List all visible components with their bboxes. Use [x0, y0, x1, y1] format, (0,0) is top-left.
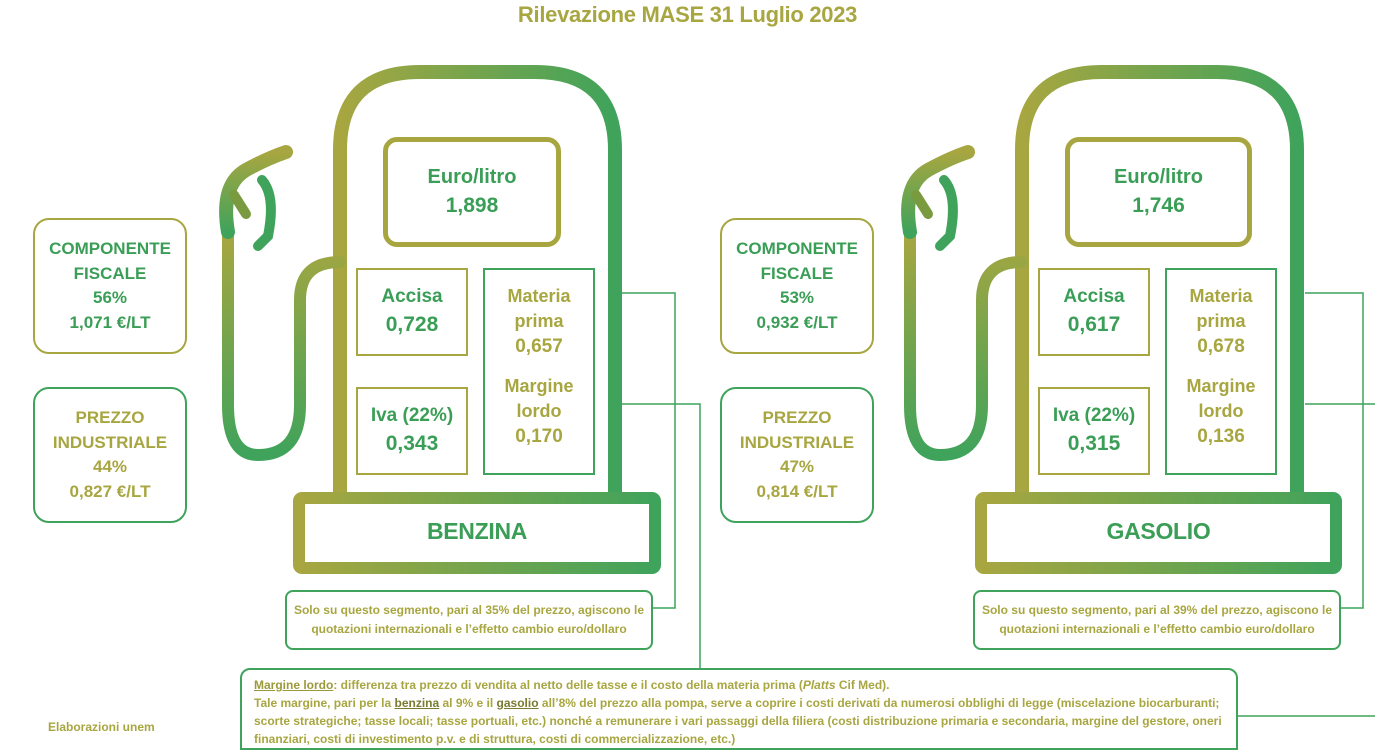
definition-line2-text-b: al 9% e il: [439, 696, 497, 710]
benzina-industrial-cell: [483, 268, 595, 475]
gasolio-fiscal-amount: 0,932 €/LT: [756, 312, 838, 332]
definition-keyword-benzina: benzina: [394, 696, 440, 710]
benzina-fuel-label: BENZINA: [426, 518, 528, 544]
benzina-industrial-line1: PREZZO: [75, 408, 145, 427]
gasolio-industrial-amount: 0,814 €/LT: [756, 481, 838, 501]
gasolio-iva-cell: [1038, 387, 1150, 475]
benzina-screen-value: 1,898: [445, 194, 499, 217]
gasolio-note-line2: quotazioni internazionali e l’effetto cambio euro/dollaro: [999, 622, 1315, 636]
benzina-materia-label-1: Materia: [507, 286, 571, 306]
benzina-industrial-pct: 44%: [92, 457, 128, 476]
benzina-note-line1: Solo su questo segmento, pari al 35% del prezzo, agiscono le: [293, 603, 645, 617]
gasolio-segment-note: [973, 590, 1341, 650]
gasolio-industrial-line2: INDUSTRIALE: [739, 432, 855, 452]
definition-line1: [254, 676, 1224, 694]
gasolio-margine-value: 0,136: [1197, 426, 1245, 447]
page-title: Rilevazione MASE 31 Luglio 2023: [517, 2, 858, 27]
benzina-industrial-price-box: [33, 387, 187, 523]
gasolio-industrial-price-box: [720, 387, 874, 523]
definition-line4: finanziari, costi di investimento p.v. e di struttura, costi di commercializzazione, etc.): [254, 732, 736, 746]
gasolio-fiscal-component-box: [720, 218, 874, 354]
benzina-note-line2: quotazioni internazionali e l’effetto cambio euro/dollaro: [311, 622, 627, 636]
gasolio-fiscal-pct: 53%: [779, 288, 815, 307]
benzina-materia-value: 0,657: [515, 336, 563, 357]
credit-text: Elaborazioni unem: [48, 720, 155, 734]
definition-term: Margine lordo: [254, 678, 334, 692]
benzina-margine-label-1: Margine: [504, 376, 574, 396]
definition-line2-text-c: all’8% del prezzo alla pompa, serve a coprire i costi derivati da numerosi obblighi di legge (miscelazione biocarburanti;: [538, 696, 1220, 710]
definition-line2: [254, 694, 1224, 712]
gasolio-accisa-label: Accisa: [1063, 286, 1125, 307]
definition-source: Platts: [802, 678, 836, 692]
gasolio-accisa-cell: [1038, 268, 1150, 356]
gasolio-iva-label: Iva (22%): [1052, 405, 1136, 426]
gasolio-accisa-value: 0,617: [1067, 313, 1121, 336]
benzina-materia-label-2: prima: [514, 311, 564, 331]
definition-line1-text-a: : differenza tra prezzo di vendita al netto delle tasse e il costo della materia prima (: [333, 678, 803, 692]
gasolio-fiscal-line1: COMPONENTE: [736, 239, 858, 258]
gasolio-screen-label: Euro/litro: [1114, 166, 1203, 188]
margine-lordo-definition: [240, 668, 1238, 750]
gasolio-margine-label-2: lordo: [1198, 401, 1244, 421]
definition-line1-text-b: Cif Med).: [835, 678, 890, 692]
benzina-iva-label: Iva (22%): [370, 405, 454, 426]
benzina-segment-note: [285, 590, 653, 650]
benzina-accisa-cell: [356, 268, 468, 356]
gasolio-margine-label-1: Margine: [1186, 376, 1256, 396]
benzina-fiscal-line2: FISCALE: [73, 263, 147, 283]
gasolio-screen-value: 1,746: [1132, 194, 1185, 217]
benzina-margine-value: 0,170: [515, 426, 563, 447]
definition-line3: scorte strategiche; tasse locali; tasse portuali, etc.) nonché a remunerare i vari passaggi della filiera (costi distribuzione primaria e secondaria, margine del gestore, oneri: [254, 714, 1222, 728]
benzina-industrial-amount: 0,827 €/LT: [69, 481, 151, 501]
benzina-accisa-value: 0,728: [385, 313, 439, 336]
gasolio-materia-value: 0,678: [1197, 336, 1245, 357]
benzina-fiscal-pct: 56%: [92, 288, 128, 307]
benzina-screen-label: Euro/litro: [427, 166, 517, 188]
gasolio-note-line1: Solo su questo segmento, pari al 39% del prezzo, agiscono le: [981, 603, 1333, 617]
benzina-fiscal-amount: 1,071 €/LT: [69, 312, 151, 332]
benzina-iva-value: 0,343: [385, 432, 439, 455]
definition-line2-text-a: Tale margine, pari per la: [254, 696, 395, 710]
gasolio-fuel-label: GASOLIO: [1106, 518, 1211, 544]
benzina-fiscal-line1: COMPONENTE: [49, 239, 171, 258]
gasolio-industrial-cell: [1165, 268, 1277, 475]
gasolio-fiscal-line2: FISCALE: [760, 263, 834, 283]
gasolio-iva-value: 0,315: [1067, 432, 1121, 455]
benzina-price-screen: [383, 137, 561, 247]
definition-keyword-gasolio: gasolio: [496, 696, 539, 710]
gasolio-materia-label-2: prima: [1196, 311, 1246, 331]
benzina-industrial-line2: INDUSTRIALE: [52, 432, 168, 452]
benzina-accisa-label: Accisa: [381, 286, 443, 307]
benzina-margine-label-2: lordo: [516, 401, 562, 421]
benzina-fiscal-component-box: [33, 218, 187, 354]
benzina-iva-cell: [356, 387, 468, 475]
gasolio-industrial-pct: 47%: [779, 457, 815, 476]
gasolio-materia-label-1: Materia: [1189, 286, 1253, 306]
gasolio-price-screen: [1065, 137, 1252, 247]
gasolio-industrial-line1: PREZZO: [762, 408, 832, 427]
